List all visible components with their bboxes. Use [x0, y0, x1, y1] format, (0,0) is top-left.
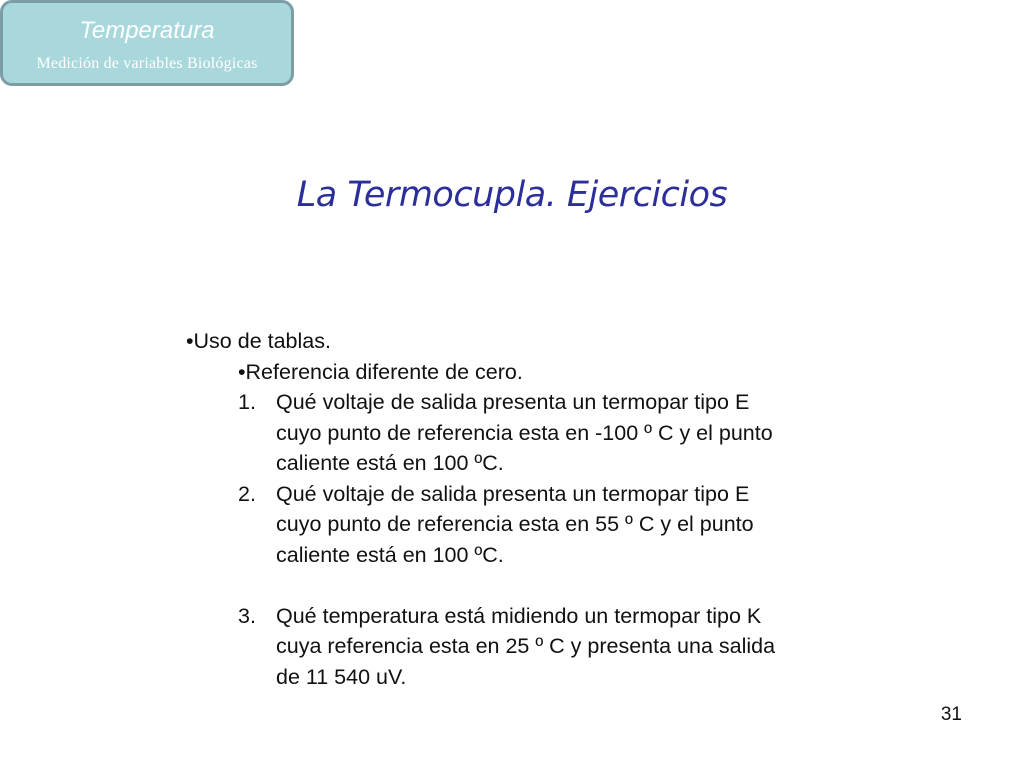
- exercise-line: Qué voltaje de salida presenta un termopar tipo E: [276, 390, 750, 414]
- blank-line: [186, 570, 906, 601]
- slide-content: [186, 326, 906, 692]
- exercise-line: cuyo punto de referencia esta en -100 º C y el punto: [276, 420, 773, 445]
- exercise-number: 1.: [238, 390, 256, 414]
- page-number: 31: [940, 704, 962, 725]
- slide-title: La Termocupla. Ejercicios: [296, 175, 728, 215]
- badge-title: Temperatura: [79, 17, 215, 44]
- bullet-uso-de-tablas: •Uso de tablas.: [186, 329, 331, 353]
- bullet-referencia: •Referencia diferente de cero.: [238, 359, 523, 384]
- exercise-number: 3.: [238, 603, 256, 628]
- exercise-item-2: [186, 479, 906, 571]
- exercise-line: Qué temperatura está midiendo un termopar tipo K: [276, 603, 762, 628]
- exercise-number: 2.: [238, 481, 256, 506]
- header-badge: [0, 0, 294, 86]
- exercise-line: caliente está en 100 ºC.: [276, 542, 504, 567]
- exercise-line: caliente está en 100 ºC.: [276, 451, 504, 475]
- exercise-line: cuyo punto de referencia esta en 55 º C y el punto: [276, 512, 754, 536]
- exercise-line: de 11 540 uV.: [276, 664, 407, 689]
- exercise-item-3: [186, 601, 906, 693]
- exercise-line: Qué voltaje de salida presenta un termopar tipo E: [276, 481, 750, 506]
- exercise-line: cuya referencia esta en 25 º C y presenta una salida: [276, 634, 776, 658]
- badge-subtitle: Medición de variables Biológicas: [36, 55, 258, 72]
- exercise-item-1: [186, 387, 906, 479]
